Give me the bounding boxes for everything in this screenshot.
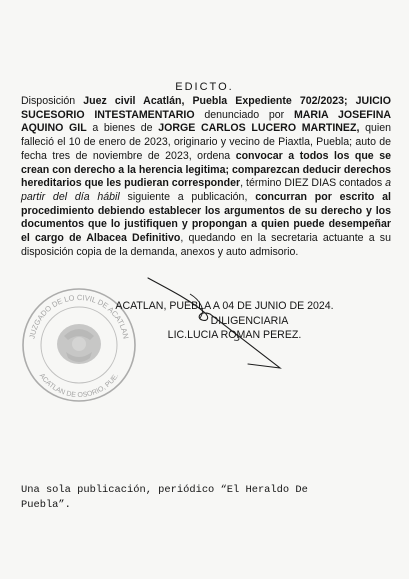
signer-role: DILIGENCIARIA [210,315,289,327]
procedure-text: concurran por escrito al procedimiento debiendo establecer los argumentos de su derecho y los documentos que lo justifiquen y propongan a quien puede desempeñar el cargo de Albacea Definitivo [21,190,392,245]
body-text: a bienes de [86,122,159,135]
summons-text: convocar a todos los que se crean con derecho a la herencia legitima; comparezcan deducir derechos hereditarios que les pudieran corresponder [21,149,391,190]
publication-note-line: Puebla”. [21,499,71,511]
body-text: , quedando en la secretaria actuante a su disposición copia de la demanda, anexos y auto admisorio. [21,232,391,258]
deceased-name: JORGE CARLOS LUCERO MARTINEZ, [158,122,360,135]
place-date: ACATLAN, PUEBLA A 04 DE JUNIO DE 2024. [115,300,334,312]
publication-note [21,483,391,513]
seal-top-text: JUZGADO DE LO CIVIL DE ACATLAN [27,292,131,340]
body-text: quien falleció el 10 de enero de 2023, originario y vecino de Piaxtla, Puebla; auto de fecha tres de noviembre de 2023, ordena [21,122,391,162]
body-text: siguiente a publicación, [119,190,256,203]
body-text: Disposición [21,95,84,107]
publication-note-line: Una sola publicación, periódico “El Heraldo De [21,484,308,496]
term-days: DIEZ DIAS [284,177,337,190]
body-text: contados [336,177,386,190]
svg-text:ACATLAN DE OSORIO, PUE. [38,373,120,400]
body-text: denunciado por [194,108,294,121]
document-title: EDICTO. [175,81,234,93]
court-expedient: Juez civil Acatlán, Puebla Expediente 702/2023; JUICIO SUCESORIO INTESTAMENTARIO [21,95,391,121]
body-text: , término [240,177,285,190]
edict-body [21,95,391,259]
claimant-name: MARIA JOSEFINA AQUINO GIL [21,108,391,135]
seal-bottom-text: ACATLAN DE OSORIO, PUE. [37,372,121,400]
term-start: a partir del día hábil [21,177,391,203]
signer-name: LIC.LUCIA ROMAN PEREZ. [167,329,302,341]
